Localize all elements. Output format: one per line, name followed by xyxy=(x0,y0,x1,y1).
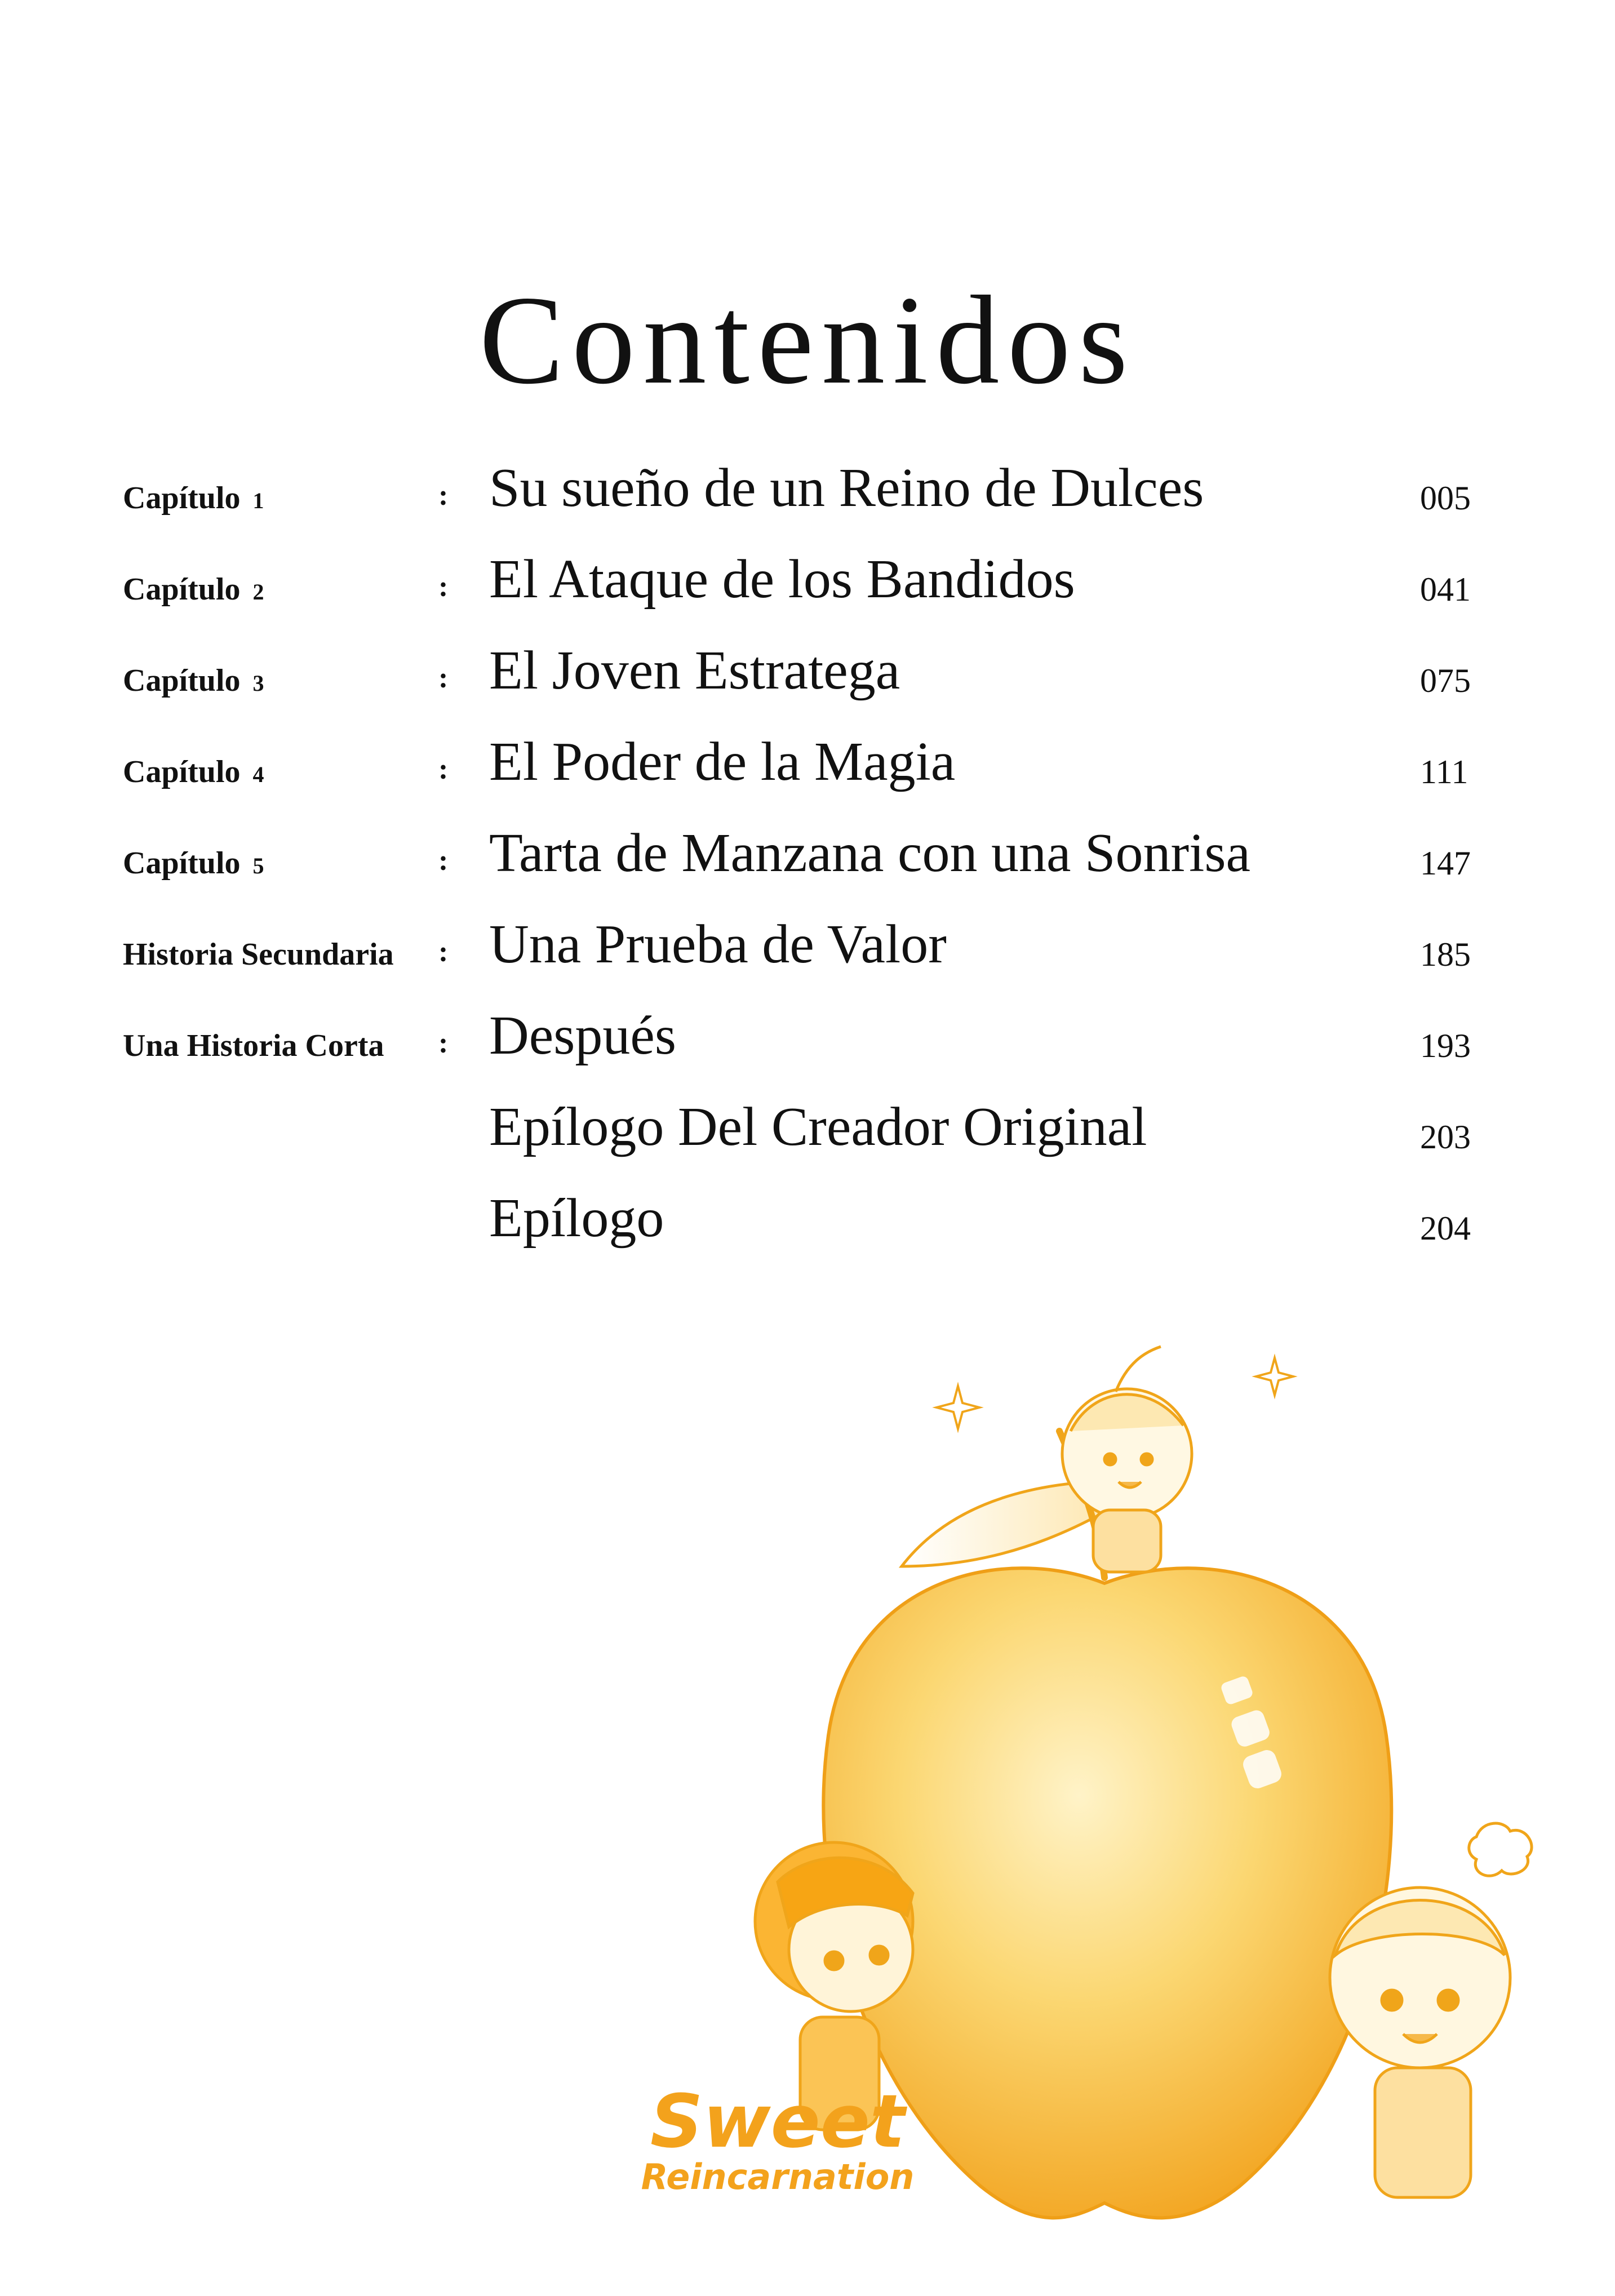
toc-list xyxy=(0,451,1615,1272)
toc-label xyxy=(123,1028,384,1064)
toc-label-text: Capítulo xyxy=(123,754,241,789)
toc-label xyxy=(123,936,394,972)
page-title: Contenidos xyxy=(479,269,1136,410)
toc-page-number: 185 xyxy=(1420,936,1471,973)
toc-chapter-title: Su sueño de un Reino de Dulces xyxy=(489,458,1204,518)
toc-row xyxy=(0,542,1615,633)
toc-label xyxy=(123,845,264,881)
chibi-boy-top xyxy=(1062,1347,1192,1572)
toc-label-text: Historia Secundaria xyxy=(123,937,394,972)
toc-label-number: 5 xyxy=(252,853,264,878)
toc-chapter-title: Epílogo xyxy=(489,1188,664,1249)
toc-label-text: Capítulo xyxy=(123,846,241,881)
toc-page-number: 005 xyxy=(1420,479,1471,517)
toc-label-text: Una Historia Corta xyxy=(123,1028,384,1063)
toc-row xyxy=(0,725,1615,816)
toc-row xyxy=(0,816,1615,907)
logo-line-sweet: Sweet xyxy=(650,2079,906,2164)
toc-row xyxy=(0,1181,1615,1272)
toc-label-number: 3 xyxy=(252,670,264,696)
toc-page-number: 203 xyxy=(1420,1118,1471,1156)
toc-label xyxy=(123,754,264,790)
toc-chapter-title: El Ataque de los Bandidos xyxy=(489,549,1075,610)
toc-row xyxy=(0,633,1615,725)
toc-chapter-title: Después xyxy=(489,1005,677,1066)
toc-chapter-title: El Poder de la Magia xyxy=(489,731,956,792)
toc-row xyxy=(0,1090,1615,1181)
toc-label xyxy=(123,663,264,699)
toc-colon: : xyxy=(438,571,449,603)
toc-label-text: Capítulo xyxy=(123,663,241,698)
toc-chapter-title: El Joven Estratega xyxy=(489,640,900,701)
logo-line-reincarnation: Reincarnation xyxy=(641,2156,915,2197)
toc-colon: : xyxy=(438,845,449,877)
toc-row xyxy=(0,907,1615,998)
toc-page-number: 111 xyxy=(1420,753,1468,791)
toc-page-number: 075 xyxy=(1420,662,1471,699)
toc-row xyxy=(0,451,1615,542)
toc-chapter-title: Una Prueba de Valor xyxy=(489,914,947,975)
toc-label-text: Capítulo xyxy=(123,572,241,607)
toc-page-number: 041 xyxy=(1420,571,1471,608)
toc-colon: : xyxy=(438,753,449,785)
toc-colon: : xyxy=(438,662,449,694)
toc-label xyxy=(123,480,264,516)
toc-label xyxy=(123,571,264,607)
toc-row xyxy=(0,998,1615,1090)
toc-label-number: 1 xyxy=(252,488,264,513)
toc-page-number: 204 xyxy=(1420,1210,1471,1247)
toc-label-number: 2 xyxy=(252,579,264,605)
toc-colon: : xyxy=(438,1027,449,1059)
toc-page-number: 147 xyxy=(1420,845,1471,882)
toc-colon: : xyxy=(438,936,449,968)
toc-colon: : xyxy=(438,479,449,512)
toc-chapter-title: Tarta de Manzana con una Sonrisa xyxy=(489,823,1250,883)
toc-label-number: 4 xyxy=(252,762,264,787)
series-logo xyxy=(631,2079,924,2197)
toc-label-text: Capítulo xyxy=(123,481,241,516)
toc-page-number: 193 xyxy=(1420,1027,1471,1064)
toc-chapter-title: Epílogo Del Creador Original xyxy=(489,1096,1147,1157)
